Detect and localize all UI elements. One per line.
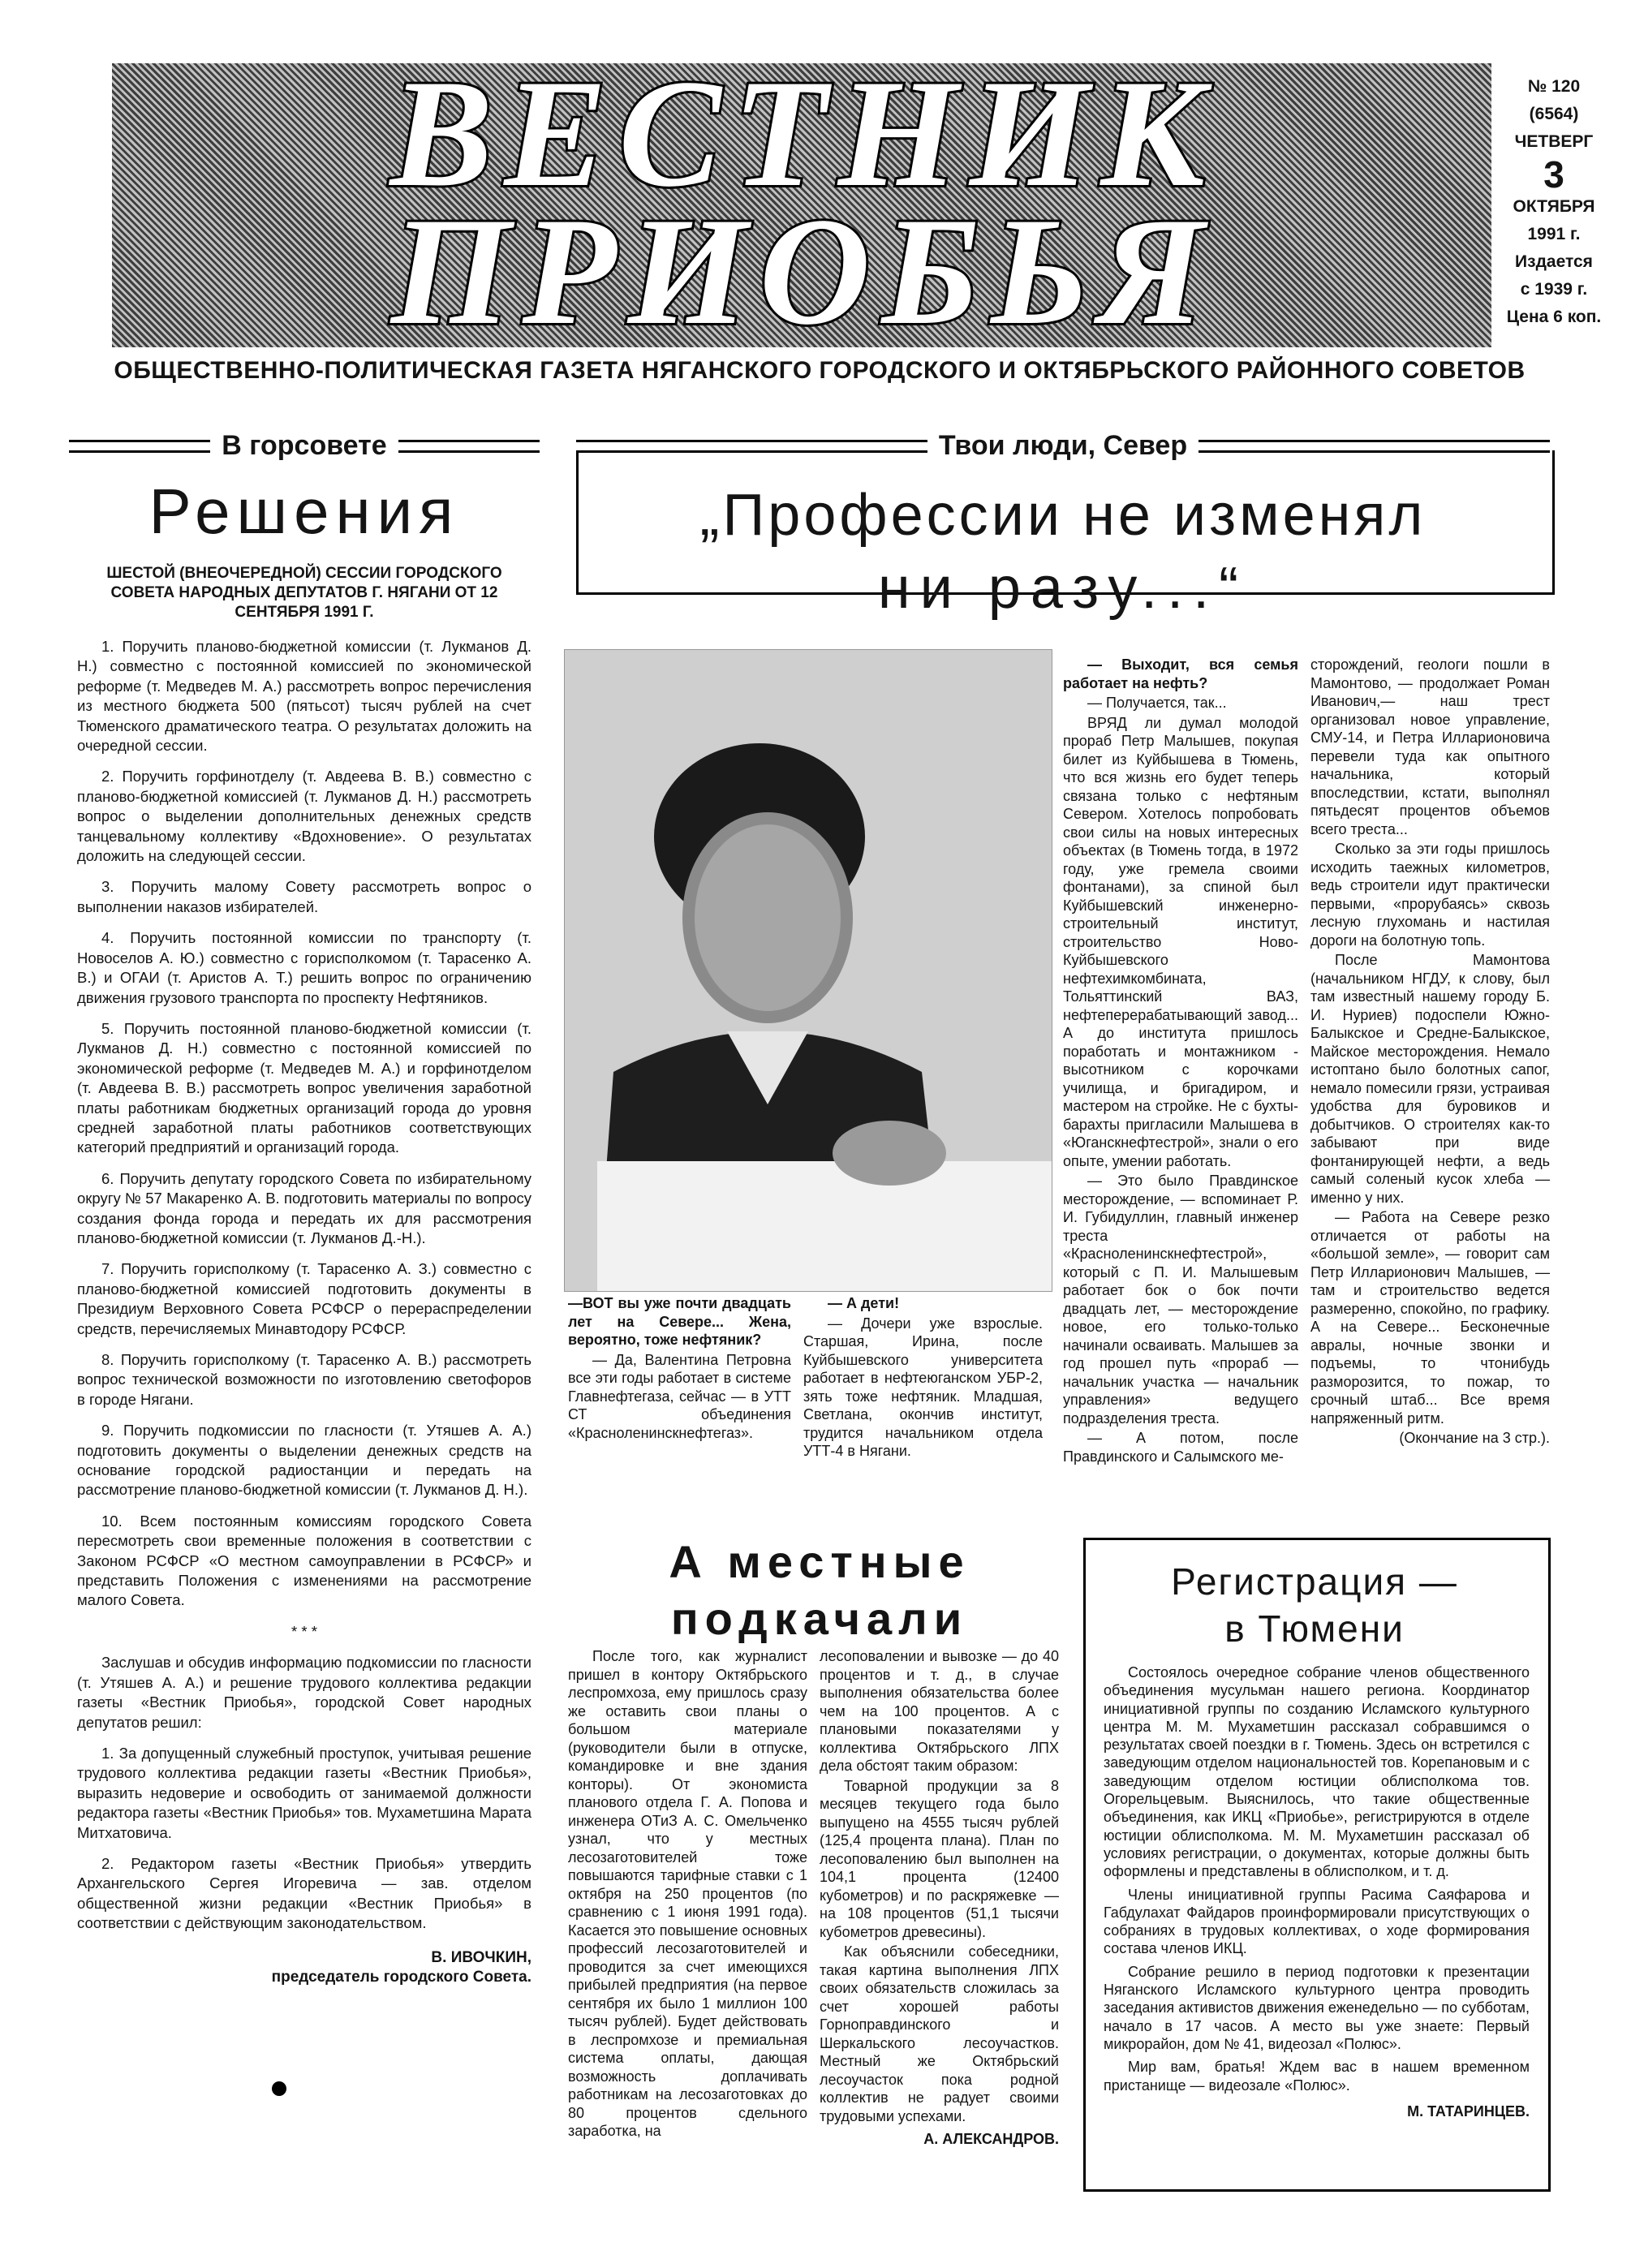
decisions-rubric <box>69 430 540 462</box>
published-since-1: Издается <box>1515 252 1593 271</box>
registration-paragraph: Состоялось очередное собрание членов общественного объединения мусульман нашего региона. Координатор инициативной группы по созданию Исламского культурного центра М. М. Мухаметшин рассказал собравшимся о результатах своей поездки в г. Тюмень. Здесь он встретился с заведующим отделом национальностей тов. Корепановым и с заведующим отделом юстиции облисполкома тов. Огорельцевым. Выяснилось, что такие общественные объединения, как ИКЦ «Приобье», регистрируются в отделе юстиции облисполкома. М. М. Мухаметшин рассказал об условиях регистрации, о документах, которые должны быть оформлены и представлены в облисполком, и т. д. <box>1104 1664 1530 1880</box>
decision-paragraph: 3. Поручить малому Совету рассмотреть вопрос о выполнении наказов избирателей. <box>77 878 531 915</box>
profile-title <box>580 479 1546 625</box>
local-title-line1: А местные <box>669 1536 970 1587</box>
local-col2 <box>820 1647 1059 2149</box>
local-paragraph: Как объяснили собеседники, такая картина выполнения ЛПХ своих обязательств сложилась за счет хорошей работы Горноправдинского и Шеркальского лесоучастков. Местный же Октябрьский лесоучасток пока родной коллектив не радует своими трудовыми успехами. <box>820 1943 1059 2124</box>
profile-title-line2: ни разу...“ <box>877 556 1249 621</box>
local-col1 <box>568 1647 807 2142</box>
profile-col2 <box>803 1294 1043 1462</box>
local-paragraph: После того, как журналист пришел в контору Октябрьского леспромхоза, ему пришлось сразу же оставить свои планы о большом материале (руководители были в отпуске, командировке и вне здания конторы). От экономиста планового отдела Г. А. Попова и инженера ОТиЗ А. С. Омельченко узнал, что у местных лесозаготовителей тоже повышаются тарифные ставки с 1 октября на 250 процентов (по сравнению с 1 июня 1991 года). Касается это повышение основных профессий лесозаготовителей и проводится за счет имеющихся прибылей предприятия (на первое сентября их было 1 миллион 100 тысяч рублей). Будет действовать в леспромхозе и премиальная система оплаты, дающая возможность доплачивать работникам на лесозаготовках до 80 процентов сдельного заработка, на <box>568 1648 807 2139</box>
decision-paragraph: 6. Поручить депутату городского Совета по избирательному округу № 57 Макаренко А. В. подготовить материалы по вопросу создания фонда города и передать их для рассмотрения планово-бюджетной комиссии (т. Лукманов Д.-Н.). <box>77 1169 531 1246</box>
rubric-bar-right <box>398 440 540 453</box>
decision-paragraph: 5. Поручить постоянной планово-бюджетной комиссии (т. Лукманов Д. Н.) совместно с постоянной комиссией по экономической реформе (т. Медведев М. А.) и горфинотделом (т. Авдеева В. В.) рассмотреть вопрос увеличения заработной платы работникам бюджетных организаций города до уровня средней заработной платы работников соответствующих категорий предприятий и организаций города. <box>77 1019 531 1156</box>
masthead-title-line1: ВЕСТНИК <box>389 49 1217 219</box>
weekday: ЧЕТВЕРГ <box>1514 132 1594 151</box>
registration-signature: М. ТАТАРИНЦЕВ. <box>1407 2102 1530 2120</box>
registration-title <box>1087 1558 1542 1652</box>
decisions-body <box>77 637 531 1987</box>
profile-col1 <box>568 1294 791 1444</box>
profile-paragraph: — А потом, после Правдинского и Салымского ме- <box>1063 1430 1298 1465</box>
issue-year: 1991 г. <box>1527 225 1581 243</box>
profile-question: — Выходит, вся семья работает на нефть? <box>1063 656 1298 691</box>
registration-paragraph: Мир вам, братья! Ждем вас в нашем временном пристанище — видеозале «Полюс». <box>1104 2059 1530 2094</box>
decision-paragraph: 4. Поручить постоянной комиссии по транспорту (т. Новоселов А. Ю.) совместно с горисполкомом (т. Тарасенко А. В.) и ОГАИ (т. Аристов А. Т.) решить вопрос по ограничению движения грузового транспорта по проспекту Нефтяников. <box>77 929 531 1006</box>
registration-title-line2: в Тюмени <box>1224 1607 1405 1650</box>
profile-paragraph: После Мамонтова (начальником НГДУ, к слову, был там известный нашему городу Б. И. Нуриев) подоспели Южно-Балыкское и Средне-Балыкское, Майское месторождения. Немало истоптано было болотных сапог, немало помесили грязи, устраивая удобства для буровиков и добытчиков. О строителях как-то забывают при виде фонтанирующей нефти, а ведь самый соленый кусок хлеба — именно у них. <box>1310 952 1550 1206</box>
masthead-title-line2: ПРИОБЬЯ <box>390 187 1216 357</box>
decision-paragraph: Заслушав и обсудив информацию подкомиссии по гласности (т. Утяшев А. А.) и решение трудового коллектива редакции газеты «Вестник Приобья», городской Совет народных депутатов решил: <box>77 1654 531 1731</box>
decision-paragraph: 1. За допущенный служебный проступок, учитывая решение трудового коллектива редакции газеты «Вестник Приобья», выразить недоверие и освободить от занимаемой должности редактора газеты «Вестник Приобья» тов. Мухаметшина Марата Митхатовича. <box>77 1744 531 1841</box>
masthead-title <box>122 49 1485 357</box>
issue-day: 3 <box>1543 153 1564 196</box>
decorative-dot <box>272 2081 286 2096</box>
decisions-signature-title: председатель городского Совета. <box>271 1968 531 1986</box>
profile-paragraph: — Получается, так... <box>1087 695 1227 711</box>
profile-paragraph: Сколько за эти годы пришлось исходить таежных километров, ведь строители идут практически первыми, «прорубаясь» сквозь лесную глухомань и настилая дороги на болотную топь. <box>1310 841 1550 949</box>
decisions-rubric-label: В горсовете <box>222 430 387 461</box>
local-paragraph: лесоповалении и вывозке — до 40 процентов и т. д., в случае выполнения обязательства более чем на 100 процентов. А с плановыми показателями у коллектива Октябрьского ЛПХ дела обстоят таким образом: <box>820 1648 1059 1774</box>
decision-paragraph: 1. Поручить планово-бюджетной комиссии (т. Лукманов Д. Н.) совместно с постоянной комиссией по экономической реформе (т. Медведев М. А.) рассмотреть вопрос перечисления из местного бюджета 500 (пятьсот) тысяч рублей на счет Тюменского драматического театра. О результатах доложить на очередной сессии. <box>77 638 531 755</box>
decisions-signature-name: В. ИВОЧКИН, <box>431 1948 531 1966</box>
local-title-line2: подкачали <box>670 1593 969 1644</box>
profile-paragraph: — Работа на Севере резко отличается от работы на «большой земле», — говорит сам Петр Илларионович Малышев, — там и строительство ведется размеренно, спокойно, по графику. А на Севере... Бесконечные авралы, ночные звонки и подъемы, то чтонибудь разморозится, то пожар, то срочный штаб... Все время напряженный ритм. <box>1310 1209 1550 1427</box>
registration-paragraph: Члены инициативной группы Расима Саяфарова и Габдулахат Файдаров проинформировали присутствующих о собраниях в трудовых коллективах, о ходе формирования состава членов ИКЦ. <box>1104 1886 1530 1957</box>
local-paragraph: Товарной продукции за 8 месяцев текущего года было выпущено на 4555 тысяч рублей (125,4 процента плана). План по лесоповалению был выполнен на 104,1 процента (12400 кубометров) и по раскряжевке — на 108 процентов (51,1 тысячи кубометров древесины). <box>820 1777 1059 1940</box>
profile-question: — А дети! <box>828 1295 900 1311</box>
registration-title-line1: Регистрация — <box>1171 1560 1458 1603</box>
decisions-title: Решения <box>148 476 460 547</box>
profile-paragraph: ВРЯД ли думал молодой прораб Петр Малышев, покупая билет из Куйбышева в Тюмень, что вся жизнь его будет теперь связана только с нефтяным Севером. Хотелось попробовать свои силы на новых интересных объектах (в Тюмень тогда, в 1972 году, уже гремела своими фонтанами), за спиной был Куйбышевский инженерно-строительный институт, строительство Ново-Куйбышевского нефтехимкомбината, Тольяттинский ВАЗ, нефтеперерабатывающий завод... А до института пришлось поработать и монтажником - высотником с корочками училища, и бригадиром, и мастером на стройке. Не с бухты-барахты пригласили Малышева в «Юганскнефтестрой», знали о его опыте, умении работать. <box>1063 714 1298 1169</box>
published-since-2: с 1939 г. <box>1520 280 1588 299</box>
decision-paragraph: 9. Поручить подкомиссии по гласности (т. Утяшев А. А.) подготовить документы о выделении денежных средств на основание городской радиостанции и передать на рассмотрение планово-бюджетной комиссии (т. Лукманов Д. Н.). <box>77 1422 531 1499</box>
tagline: ОБЩЕСТВЕННО-ПОЛИТИЧЕСКАЯ ГАЗЕТА НЯГАНСКОГО ГОРОДСКОГО И ОКТЯБРЬСКОГО РАЙОННОГО СОВЕТОВ <box>114 357 1526 384</box>
issue-number: № 120 <box>1527 77 1581 96</box>
issue-month: ОКТЯБРЯ <box>1513 197 1595 216</box>
profile-paragraph: — Дочери уже взрослые. Старшая, Ирина, после Куйбышевского университета работает в нефтеюганском УБР-2, зять тоже нефтяник. Младшая, Светлана, окончив институт, трудится начальником отдела УТТ-4 в Нягани. <box>803 1315 1043 1459</box>
decision-paragraph: 8. Поручить горисполкому (т. Тарасенко А. В.) рассмотреть вопрос технической возможности по изготовлению светофоров в городе Нягани. <box>77 1351 531 1408</box>
price: Цена 6 коп. <box>1506 308 1602 326</box>
decision-paragraph: 2. Редактором газеты «Вестник Приобья» утвердить Архангельского Сергея Игоревича — зав. отделом общественной жизни редакции «Вестник Приобья» в соответствии с действующим законодательством. <box>77 1854 531 1932</box>
local-title <box>568 1534 1071 1647</box>
profile-paragraph: сторождений, геологи пошли в Мамонтово, — продолжает Роман Иванович,— наш трест организовал новое управление, СМУ-14, и Петра Илларионовича перевели туда как опытного начальника, который впоследствии, кстати, выполнял пятьдесят процентов объемов всего треста... <box>1310 656 1550 837</box>
portrait-photo <box>564 649 1052 1292</box>
local-signature: А. АЛЕКСАНДРОВ. <box>923 2131 1059 2147</box>
decisions-subtitle: ШЕСТОЙ (ВНЕОЧЕРЕДНОЙ) СЕССИИ ГОРОДСКОГО СОВЕТА НАРОДНЫХ ДЕПУТАТОВ Г. НЯГАНИ ОТ 12 СЕНТЯБРЯ 1991 Г. <box>106 565 502 621</box>
portrait-illustration <box>565 650 1052 1291</box>
registration-body <box>1104 1663 1530 2120</box>
profile-rubric-label: Твои люди, Север <box>938 430 1188 461</box>
profile-col3 <box>1063 656 1298 1467</box>
profile-paragraph: — Это было Правдинское месторождение, — вспоминает Р. И. Губидуллин, главный инженер треста «Красноленинскнефтестрой», который с П. И. Малышевым работает бок о бок почти двадцать лет, — месторождение новое, его только-только начинали осваивать. Малышев за год прошел путь «прораб — начальник участка — начальник управления» ведущего подразделения треста. <box>1063 1173 1298 1427</box>
profile-title-line1: „Профессии не изменял <box>699 483 1427 548</box>
decision-paragraph: 7. Поручить горисполкому (т. Тарасенко А. З.) совместно с планово-бюджетной комиссией подготовить документы в Президиум Верховного Совета РСФСР о перераспределении средств, перечисляемых Минавтодору РСФСР. <box>77 1260 531 1337</box>
issue-info <box>1493 73 1615 331</box>
registration-paragraph: Собрание решило в период подготовки к презентации Няганского Исламского культурного центра проводить заседания активистов движения еженедельно — по субботам, начало в 17 часов. А место вы уже знаете: Первый микрорайон, дом № 41, видеозал «Полюс». <box>1104 1963 1530 2052</box>
total-number: (6564) <box>1529 105 1579 123</box>
decision-paragraph: 2. Поручить горфинотделу (т. Авдеева В. В.) совместно с планово-бюджетной комиссией (т. Лукманов Д. Н.) рассмотреть вопрос о выделении дополнительных денежных средств танцевальному коллективу «Вдохновение». О результатах доложить на следующей сессии. <box>77 768 531 865</box>
profile-continued: (Окончание на 3 стр.). <box>1399 1430 1550 1446</box>
profile-paragraph: — Да, Валентина Петровна все эти годы работает в системе Главнефтегаза, сейчас — в УТТ СТ объединения «Красноленинскнефтегаз». <box>568 1351 791 1441</box>
profile-question: —ВОТ вы уже почти двадцать лет на Севере... Жена, вероятно, тоже нефтяник? <box>568 1295 791 1348</box>
profile-col4 <box>1310 656 1550 1449</box>
decision-paragraph: 10. Всем постоянным комиссиям городского Совета пересмотреть свои временные положения в соответствии с Законом РСФСР «О местном самоуправлении в РСФСР» и представить Положения с изменениями на рассмотрение малого Совета. <box>77 1512 531 1609</box>
section-separator: * * * <box>291 1622 317 1640</box>
rubric-bar-left <box>69 440 210 453</box>
